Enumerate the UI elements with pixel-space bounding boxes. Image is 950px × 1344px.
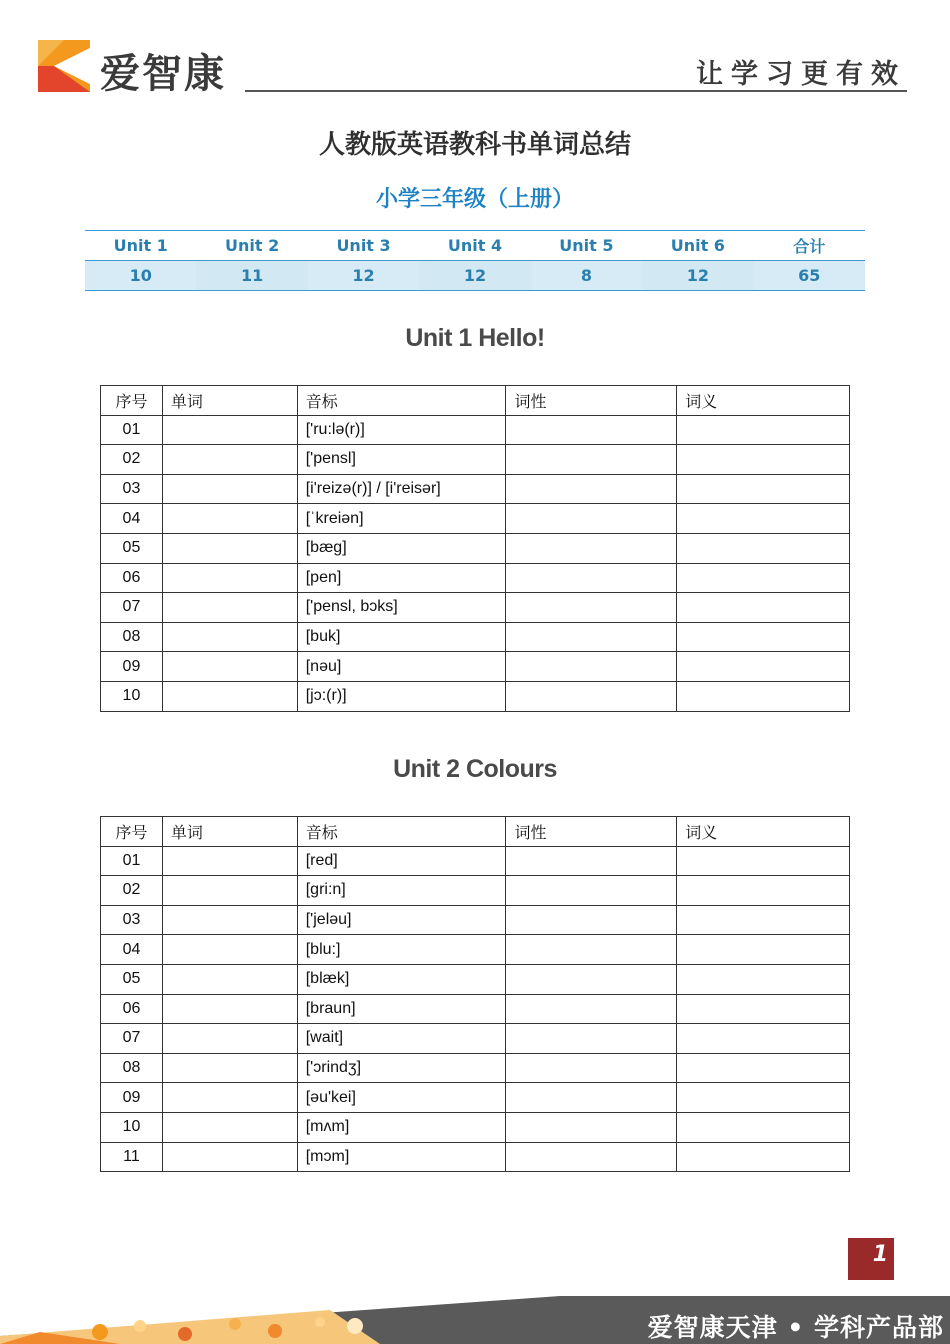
cell-no: 06 [101, 994, 163, 1024]
summary-header-cell: Unit 2 [196, 231, 307, 261]
cell-no: 02 [101, 876, 163, 906]
cell-phonetic: [buk] [297, 622, 506, 652]
unit-1-word-table [100, 385, 850, 712]
table-row [101, 622, 850, 652]
document-title: 人教版英语教科书单词总结 [318, 130, 631, 160]
cell-word [162, 445, 297, 475]
column-header: 单词 [162, 386, 297, 416]
cell-phonetic: ['pensl, bɔks] [297, 593, 506, 623]
summary-value-row [85, 261, 865, 291]
cell-phonetic: [bæg] [297, 533, 506, 563]
column-header: 音标 [297, 817, 506, 847]
cell-no: 04 [101, 504, 163, 534]
column-header: 词性 [506, 817, 677, 847]
unit-summary-table [85, 230, 865, 291]
cell-meaning [677, 905, 850, 935]
table-row [101, 474, 850, 504]
table-row [101, 1083, 850, 1113]
page-header [0, 0, 950, 100]
cell-no: 10 [101, 681, 163, 711]
cell-pos [506, 994, 677, 1024]
cell-word [162, 905, 297, 935]
cell-phonetic: [pen] [297, 563, 506, 593]
document-subtitle: 小学三年级（上册） [375, 187, 574, 212]
cell-no: 10 [101, 1112, 163, 1142]
cell-meaning [677, 876, 850, 906]
table-row [101, 994, 850, 1024]
cell-meaning [677, 504, 850, 534]
cell-no: 09 [101, 652, 163, 682]
summary-value-cell: 12 [308, 261, 419, 291]
summary-value-cell: 8 [531, 261, 642, 291]
cell-no: 01 [101, 846, 163, 876]
table-row [101, 905, 850, 935]
cell-pos [506, 1142, 677, 1172]
summary-header-cell: Unit 3 [308, 231, 419, 261]
cell-pos [506, 1053, 677, 1083]
cell-meaning [677, 652, 850, 682]
cell-word [162, 994, 297, 1024]
table-row [101, 1053, 850, 1083]
cell-no: 05 [101, 964, 163, 994]
table-row [101, 1024, 850, 1054]
summary-header-cell: Unit 5 [531, 231, 642, 261]
cell-no: 03 [101, 474, 163, 504]
summary-value-cell: 12 [419, 261, 530, 291]
table-row [101, 964, 850, 994]
cell-no: 01 [101, 415, 163, 445]
cell-phonetic: [i'reizə(r)] / [i'reisər] [297, 474, 506, 504]
cell-phonetic: ['jeləu] [297, 905, 506, 935]
cell-no: 06 [101, 563, 163, 593]
cell-pos [506, 1083, 677, 1113]
cell-no: 08 [101, 1053, 163, 1083]
column-header: 单词 [162, 817, 297, 847]
table-row [101, 1112, 850, 1142]
cell-phonetic: [red] [297, 846, 506, 876]
footer-text: 爱智康天津 • 学科产品部 [647, 1313, 944, 1342]
cell-pos [506, 533, 677, 563]
table-row [101, 1142, 850, 1172]
cell-word [162, 533, 297, 563]
summary-header-cell: 合计 [754, 231, 865, 261]
cell-word [162, 876, 297, 906]
table-header-row [101, 386, 850, 416]
cell-phonetic: [blu:] [297, 935, 506, 965]
summary-header-row [85, 231, 865, 261]
table-row [101, 846, 850, 876]
cell-no: 08 [101, 622, 163, 652]
cell-meaning [677, 474, 850, 504]
cell-pos [506, 563, 677, 593]
cell-phonetic: [ˈkreiən] [297, 504, 506, 534]
table-row [101, 681, 850, 711]
column-header: 词义 [677, 817, 850, 847]
cell-no: 04 [101, 935, 163, 965]
cell-no: 02 [101, 445, 163, 475]
cell-phonetic: [gri:n] [297, 876, 506, 906]
summary-value-cell: 65 [754, 261, 865, 291]
cell-pos [506, 652, 677, 682]
summary-value-cell: 10 [85, 261, 196, 291]
unit-2-title: Unit 2 Colours [393, 755, 557, 783]
cell-no: 07 [101, 593, 163, 623]
cell-word [162, 1053, 297, 1083]
cell-pos [506, 935, 677, 965]
cell-meaning [677, 593, 850, 623]
table-row [101, 504, 850, 534]
cell-pos [506, 964, 677, 994]
summary-header-cell: Unit 1 [85, 231, 196, 261]
cell-meaning [677, 622, 850, 652]
cell-no: 05 [101, 533, 163, 563]
cell-meaning [677, 1053, 850, 1083]
cell-pos [506, 593, 677, 623]
cell-meaning [677, 964, 850, 994]
cell-meaning [677, 1024, 850, 1054]
cell-meaning [677, 994, 850, 1024]
column-header: 词义 [677, 386, 850, 416]
cell-meaning [677, 935, 850, 965]
cell-phonetic: ['pensl] [297, 445, 506, 475]
cell-meaning [677, 415, 850, 445]
cell-word [162, 681, 297, 711]
brand-slogan: 让学习更有效 [696, 59, 906, 90]
cell-word [162, 1024, 297, 1054]
cell-word [162, 935, 297, 965]
cell-meaning [677, 563, 850, 593]
summary-header-cell: Unit 6 [642, 231, 753, 261]
cell-pos [506, 445, 677, 475]
cell-pos [506, 504, 677, 534]
table-row [101, 593, 850, 623]
cell-phonetic: [wait] [297, 1024, 506, 1054]
table-row [101, 935, 850, 965]
cell-pos [506, 905, 677, 935]
cell-meaning [677, 533, 850, 563]
table-row [101, 445, 850, 475]
cell-phonetic: [blæk] [297, 964, 506, 994]
summary-value-cell: 12 [642, 261, 753, 291]
cell-word [162, 563, 297, 593]
cell-meaning [677, 445, 850, 475]
brand-name: 爱智康 [100, 51, 226, 97]
column-header: 序号 [101, 386, 163, 416]
cell-word [162, 504, 297, 534]
cell-phonetic: [braun] [297, 994, 506, 1024]
cell-no: 03 [101, 905, 163, 935]
summary-header-cell: Unit 4 [419, 231, 530, 261]
table-row [101, 533, 850, 563]
cell-pos [506, 846, 677, 876]
brand-logo-icon [38, 40, 90, 92]
cell-word [162, 846, 297, 876]
unit-1-title: Unit 1 Hello! [405, 324, 545, 352]
cell-pos [506, 474, 677, 504]
cell-meaning [677, 1142, 850, 1172]
header-divider [245, 90, 907, 92]
table-row [101, 652, 850, 682]
page-footer [0, 1296, 950, 1344]
cell-word [162, 652, 297, 682]
cell-meaning [677, 1112, 850, 1142]
cell-meaning [677, 1083, 850, 1113]
column-header: 音标 [297, 386, 506, 416]
table-header-row [101, 817, 850, 847]
cell-no: 11 [101, 1142, 163, 1172]
cell-pos [506, 1112, 677, 1142]
cell-phonetic: [mɔm] [297, 1142, 506, 1172]
cell-phonetic: [mʌm] [297, 1112, 506, 1142]
page-number: 1 [848, 1238, 894, 1280]
cell-word [162, 964, 297, 994]
cell-word [162, 622, 297, 652]
cell-pos [506, 876, 677, 906]
cell-phonetic: ['ru:lə(r)] [297, 415, 506, 445]
cell-word [162, 593, 297, 623]
cell-pos [506, 681, 677, 711]
cell-phonetic: [əu'kei] [297, 1083, 506, 1113]
table-row [101, 876, 850, 906]
table-row [101, 563, 850, 593]
cell-pos [506, 622, 677, 652]
cell-word [162, 1142, 297, 1172]
cell-no: 09 [101, 1083, 163, 1113]
cell-word [162, 1112, 297, 1142]
cell-word [162, 415, 297, 445]
cell-no: 07 [101, 1024, 163, 1054]
cell-word [162, 474, 297, 504]
cell-phonetic: [nəu] [297, 652, 506, 682]
cell-phonetic: [jɔ:(r)] [297, 681, 506, 711]
cell-pos [506, 1024, 677, 1054]
cell-phonetic: ['ɔrindʒ] [297, 1053, 506, 1083]
column-header: 序号 [101, 817, 163, 847]
summary-value-cell: 11 [196, 261, 307, 291]
cell-meaning [677, 846, 850, 876]
cell-pos [506, 415, 677, 445]
cell-word [162, 1083, 297, 1113]
unit-2-word-table [100, 816, 850, 1172]
table-row [101, 415, 850, 445]
cell-meaning [677, 681, 850, 711]
column-header: 词性 [506, 386, 677, 416]
